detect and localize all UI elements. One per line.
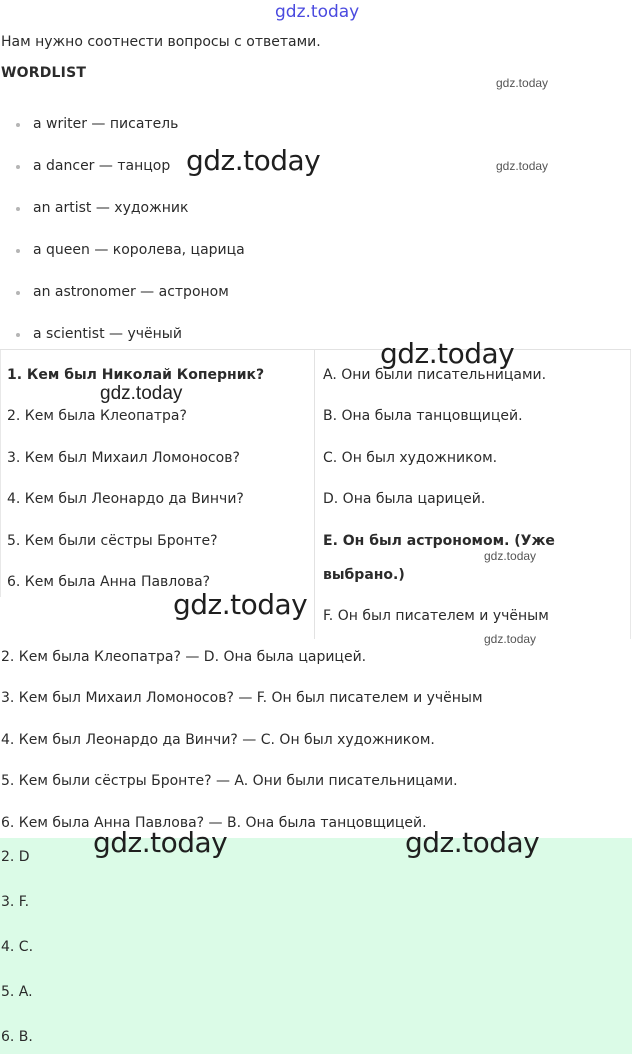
watermark-small: gdz.today [496,76,549,90]
watermark-small: gdz.today [484,549,537,563]
table-divider [314,350,315,639]
option-b: B. Она была танцовщицей. [323,408,523,424]
question-2: 2. Кем была Клеопатра? [7,408,187,424]
bullet-icon [16,165,20,169]
answer-line: 2. Кем была Клеопатра? — D. Она была царицей. [1,649,367,665]
option-c: C. Он был художником. [323,450,498,466]
answer-line: 3. Кем был Михаил Ломоносов? — F. Он был писателем и учёным [1,690,483,706]
intro-text: Нам нужно соотнести вопросы с ответами. [1,34,321,50]
option-f: F. Он был писателем и учёным [323,608,549,624]
table-border [630,350,631,639]
question-1: 1. Кем был Николай Коперник? [7,367,265,383]
question-3: 3. Кем был Михаил Ломоносов? [7,450,240,466]
watermark-medium: gdz.today [100,383,183,404]
bullet-icon [16,123,20,127]
short-answer: 3. F. [1,894,30,910]
option-d: D. Она была царицей. [323,491,486,507]
answer-line: 5. Кем были сёстры Бронте? — A. Они были писательницами. [1,773,458,789]
question-6: 6. Кем была Анна Павлова? [7,574,211,590]
bullet-icon [16,207,20,211]
option-a: A. Они были писательницами. [323,367,547,383]
question-4: 4. Кем был Леонардо да Винчи? [7,491,244,507]
short-answer: 4. C. [1,939,34,955]
watermark-big: gdz.today [186,144,321,177]
bullet-icon [16,249,20,253]
watermark-small: gdz.today [496,159,549,173]
watermark-top: gdz.today [275,2,360,22]
option-e-continued: выбрано.) [323,567,405,583]
watermark-small: gdz.today [484,632,537,646]
matching-table [0,337,631,639]
option-e: E. Он был астрономом. (Уже [323,533,555,549]
short-answer: 6. B. [1,1029,33,1045]
table-border [0,350,1,597]
watermark-big: gdz.today [173,588,308,621]
bullet-icon [16,291,20,295]
watermark-big: gdz.today [405,826,540,859]
answer-line: 4. Кем был Леонардо да Винчи? — C. Он был художником. [1,732,435,748]
question-5: 5. Кем были сёстры Бронте? [7,533,218,549]
watermark-big: gdz.today [380,337,515,370]
answer-line: 6. Кем была Анна Павлова? — B. Она была танцовщицей. [1,815,427,831]
short-answer: 2. D [1,849,30,865]
short-answers-box [0,838,632,1054]
wordlist-title: WORDLIST [1,65,87,81]
short-answer: 5. A. [1,984,33,1000]
bullet-icon [16,333,20,337]
watermark-big: gdz.today [93,826,228,859]
